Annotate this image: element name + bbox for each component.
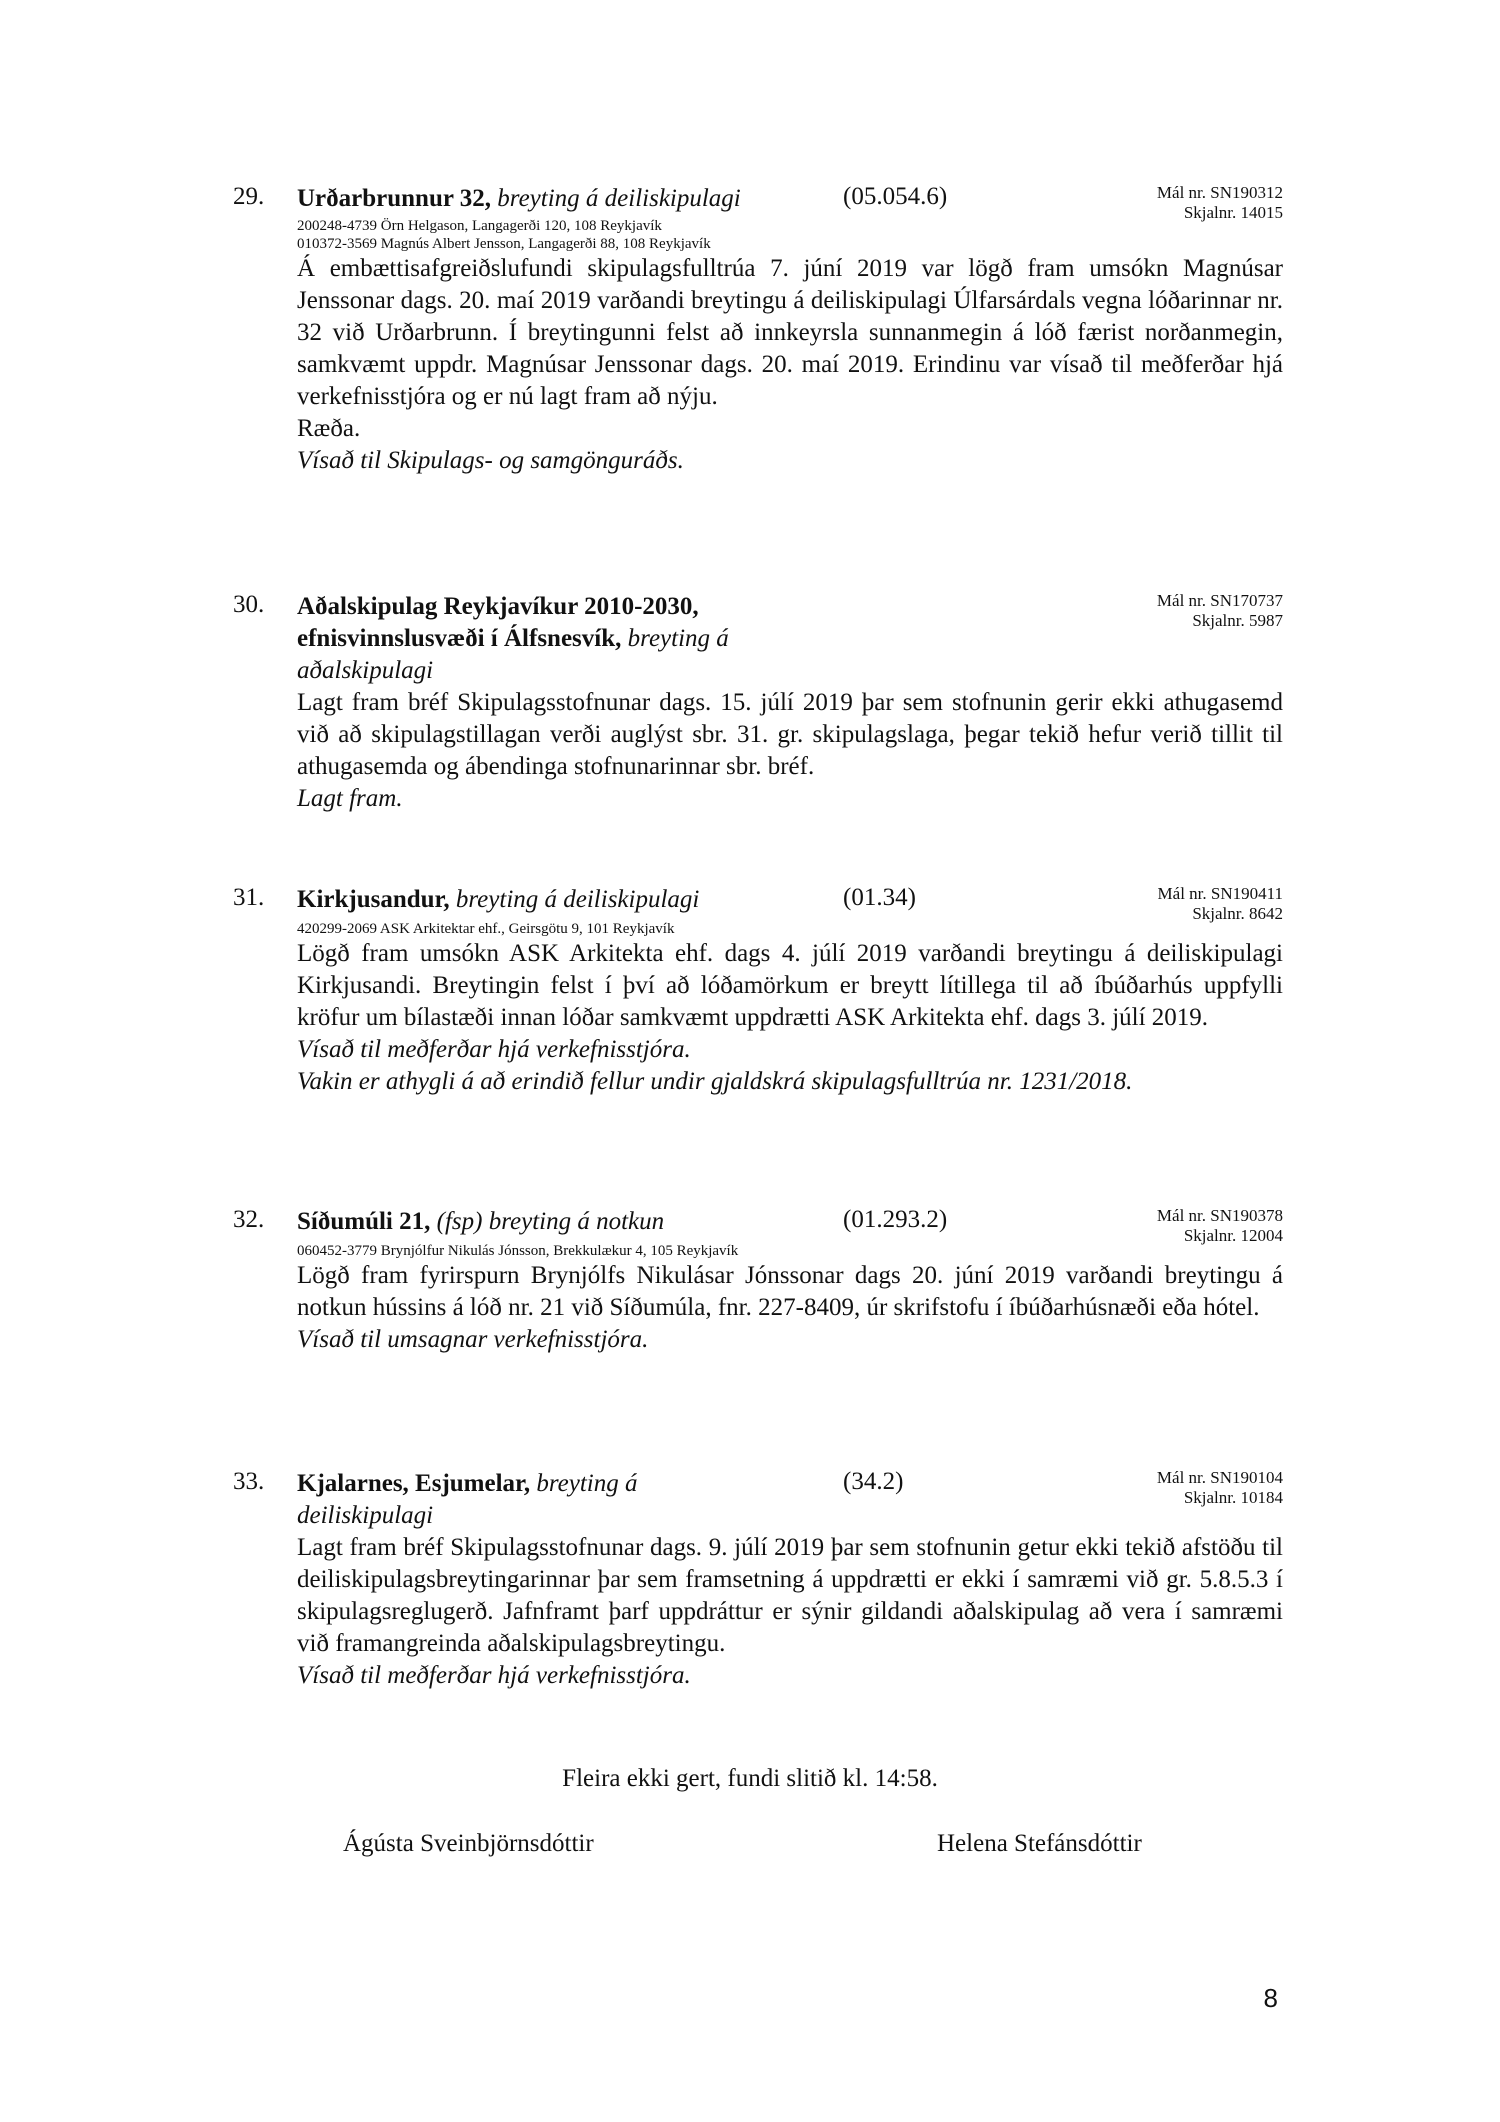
item-reference [1157,183,1283,223]
closing-statement: Fleira ekki gert, fundi slitið kl. 14:58. [562,1765,938,1792]
signature-1: Ágústa Sveinbjörnsdóttir [343,1830,594,1857]
item-title [297,183,741,215]
mal-number: Mál nr. SN190104 [1156,1468,1283,1487]
item-body [297,1260,1283,1356]
mal-number: Mál nr. SN190411 [1157,884,1283,903]
item-title-bold: Urðarbrunnur 32, [297,185,492,212]
party-line: 200248-4739 Örn Helgason, Langagerði 120, 108 Reykjavík [297,218,662,234]
item-title [297,1468,717,1532]
item-number: 30. [233,591,265,618]
agenda-item-32 [233,1206,1283,1356]
item-decision: Vísað til meðferðar hjá verkefnisstjóra. [297,1036,691,1063]
item-title-bold: Kjalarnes, Esjumelar, [297,1470,531,1497]
item-title-italic: breyting á deiliskipulagi [449,886,700,913]
item-decision: Vísað til meðferðar hjá verkefnisstjóra. [297,1662,691,1689]
skjal-number: Skjalnr. 10184 [1183,1488,1283,1507]
item-title-bold: Kirkjusandur, [297,886,450,913]
agenda-item-30 [233,591,1283,815]
mal-number: Mál nr. SN170737 [1156,591,1283,610]
item-code: (05.054.6) [843,183,948,210]
item-title-italic: (fsp) breyting á notkun [430,1208,665,1235]
item-reference [1157,1206,1283,1246]
item-title-italic: breyting á deiliskipulagi [491,185,741,212]
party-line: 060452-3779 Brynjólfur Nikulás Jónsson, Brekkulækur 4, 105 Reykjavík [297,1243,739,1259]
item-title-bold: Síðumúli 21, [297,1208,431,1235]
skjal-number: Skjalnr. 5987 [1192,611,1283,630]
signature-2: Helena Stefánsdóttir [937,1830,1142,1857]
item-code: (01.34) [843,884,916,911]
item-text: Lagt fram bréf Skipulagsstofnunar dags. 15. júlí 2019 þar sem stofnunin gerir ekki athugasemd við að skipulagstillagan verði auglýst sbr. 31. gr. skipulagslaga, þegar tekið hefur verið tillit til athugasemda og ábendinga stofnunarinnar sbr. bréf. [297,689,1283,780]
item-note: Ræða. [297,415,361,442]
party-line: 010372-3569 Magnús Albert Jensson, Langagerði 88, 108 Reykjavík [297,236,711,252]
item-text: Á embættisafgreiðslufundi skipulagsfulltrúa 7. júní 2019 var lögð fram umsókn Magnúsar Jenssonar dags. 20. maí 2019 varðandi breytingu á deiliskipulagi Úlfarsárdals vegna lóðarinnar nr. 32 við Urðarbrunn. Í breytingunni felst að innkeyrsla sunnanmegin á lóð færist norðanmegin, samkvæmt uppdr. Magnúsar Jenssonar dags. 20. maí 2019. Erindinu var vísað til meðferðar hjá verkefnisstjóra og er nú lagt fram að nýju. [297,255,1283,410]
item-decision: Vísað til Skipulags- og samgönguráðs. [297,447,684,474]
item-decision: Vísað til umsagnar verkefnisstjóra. [297,1326,649,1353]
item-number: 31. [233,884,265,911]
agenda-item-31 [233,884,1283,1098]
item-code: (01.293.2) [843,1206,948,1233]
agenda-item-33 [233,1468,1283,1692]
party-line: 420299-2069 ASK Arkitektar ehf., Geirsgötu 9, 101 Reykjavík [297,921,675,937]
item-number: 32. [233,1206,265,1233]
item-title-italic: breyting á aðalskipulagi [297,625,729,684]
agenda-item-29 [233,183,1283,477]
mal-number: Mál nr. SN190312 [1156,183,1283,202]
item-text: Lögð fram umsókn ASK Arkitekta ehf. dags 4. júlí 2019 varðandi breytingu á deiliskipulagi Kirkjusandi. Breytingin felst í því að lóðamörkum er breytt lítillega til að íbúðarhús uppfylli kröfur um bílastæði innan lóðar samkvæmt uppdrætti ASK Arkitekta ehf. dags 3. júlí 2019. [297,940,1283,1031]
item-notice: Vakin er athygli á að erindið fellur undir gjaldskrá skipulagsfulltrúa nr. 1231/2018. [297,1068,1133,1095]
item-text: Lögð fram fyrirspurn Brynjólfs Nikulásar Jónssonar dags 20. júní 2019 varðandi breytingu á notkun hússins á lóð nr. 21 við Síðumúla, fnr. 227-8409, úr skrifstofu í íbúðarhúsnæði eða hótel. [297,1262,1283,1321]
item-title [297,884,699,916]
item-body [297,938,1283,1098]
item-body [297,1532,1283,1692]
item-reference [1158,884,1283,924]
item-body [297,687,1283,815]
skjal-number: Skjalnr. 8642 [1192,904,1283,923]
item-body [297,253,1283,477]
mal-number: Mál nr. SN190378 [1156,1206,1283,1225]
item-title [297,591,817,687]
page-number: 8 [1263,1983,1278,2013]
item-title-italic: breyting á deiliskipulagi [297,1470,638,1529]
item-title [297,1206,664,1238]
skjal-number: Skjalnr. 14015 [1183,203,1283,222]
item-title-bold: Aðalskipulag Reykjavíkur 2010-2030, efnisvinnslusvæði í Álfsnesvík, [297,593,699,652]
item-number: 33. [233,1468,265,1495]
item-code: (34.2) [843,1468,904,1495]
item-number: 29. [233,183,265,210]
item-reference [1157,1468,1283,1508]
item-text: Lagt fram bréf Skipulagsstofnunar dags. 9. júlí 2019 þar sem stofnunin getur ekki tekið afstöðu til deiliskipulagsbreytingarinnar þar sem framsetning á uppdrætti er ekki í samræmi við gr. 5.8.5.3 í skipulagsreglugerð. Jafnframt þarf uppdráttur er sýnir gildandi aðalskipulag að vera í samræmi við framangreinda aðalskipulagsbreytingu. [297,1534,1283,1657]
skjal-number: Skjalnr. 12004 [1183,1226,1283,1245]
item-reference [1157,591,1283,631]
item-decision: Lagt fram. [297,785,403,812]
